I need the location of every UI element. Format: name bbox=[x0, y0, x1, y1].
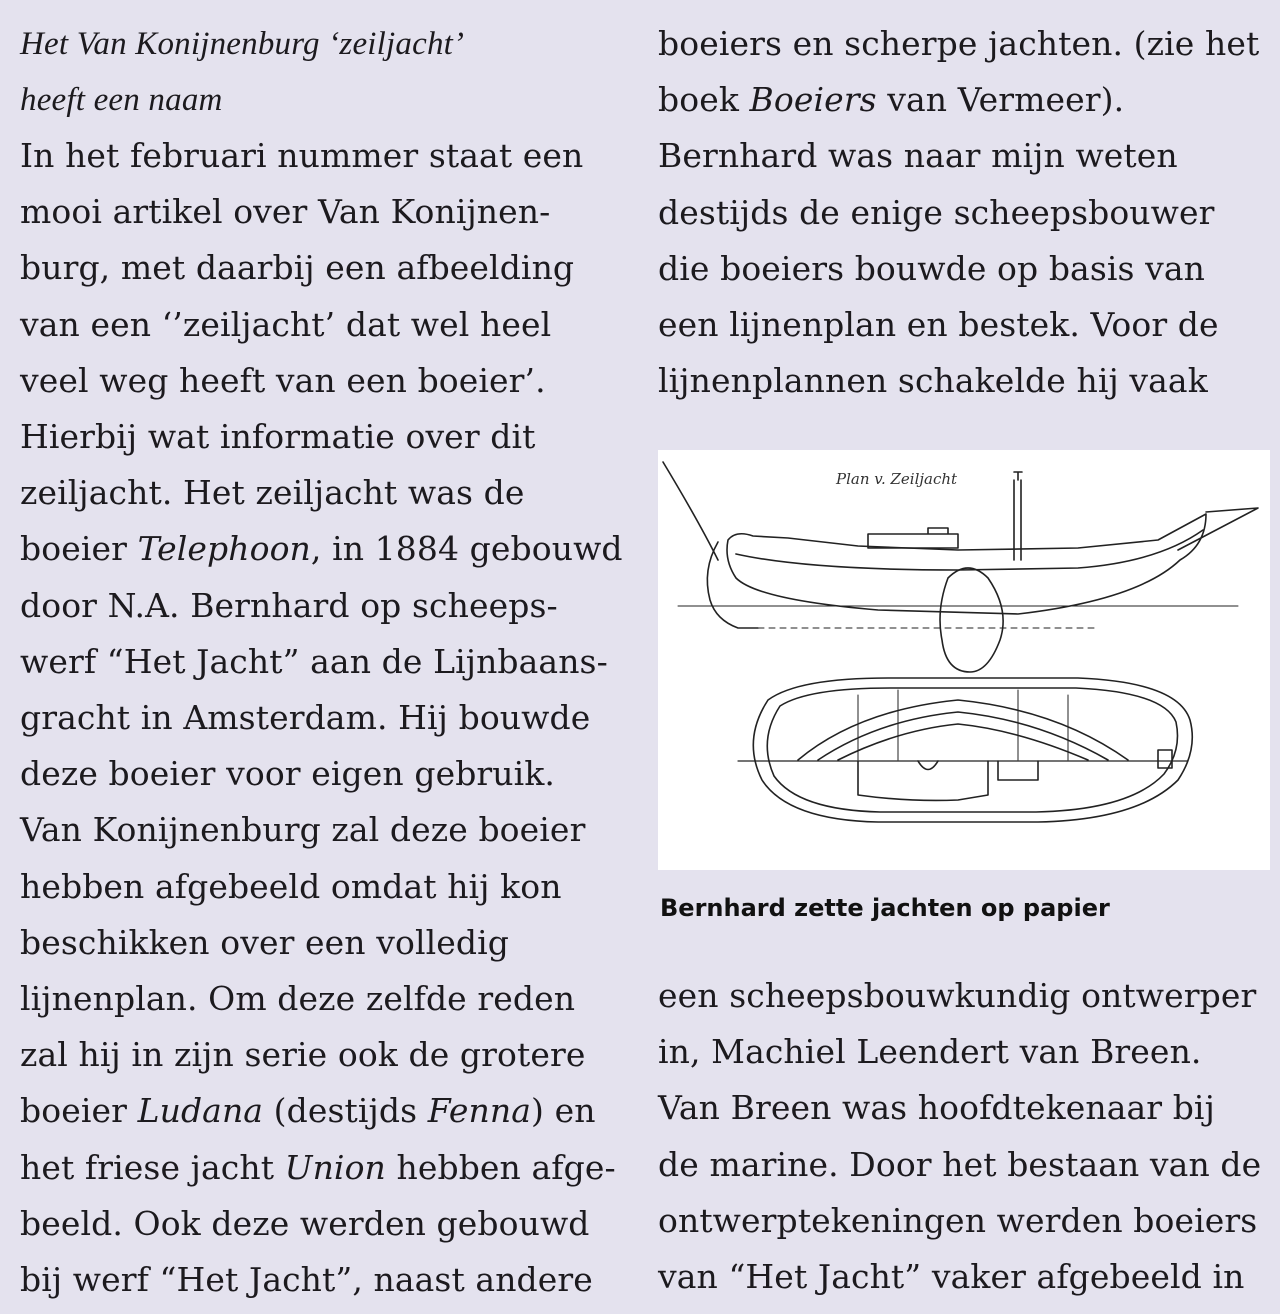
heading-line-1: Het Van Konijnenburg ‘zeiljacht’ bbox=[20, 26, 465, 62]
hatch-plan bbox=[998, 761, 1038, 780]
text-line: Hierbij wat informatie over dit bbox=[20, 417, 536, 457]
text-line: lijnenplan. Om deze zelfde reden bbox=[20, 979, 576, 1019]
text-line: destijds de enige scheepsbouwer bbox=[658, 192, 1215, 232]
drawing-title: Plan v. Zeiljacht bbox=[836, 470, 958, 488]
text-line: werf “Het Jacht” aan de Lijnbaans- bbox=[20, 641, 608, 681]
mast-step bbox=[918, 761, 938, 770]
text-line: mooi artikel over Van Konijnen- bbox=[20, 192, 551, 232]
text-line: Bernhard was naar mijn weten bbox=[658, 136, 1178, 176]
boat-name-union: Union bbox=[284, 1147, 386, 1187]
text-segment: boeier bbox=[20, 1091, 138, 1131]
text-line: van “Het Jacht” vaker afgebeeld in bbox=[658, 1257, 1245, 1297]
text-segment: boek bbox=[658, 80, 750, 120]
figure-caption: Bernhard zette jachten op papier bbox=[660, 894, 1110, 922]
mast-shape bbox=[1014, 472, 1022, 560]
text-line: beschikken over een volledig bbox=[20, 922, 510, 962]
boat-lines-plan-drawing bbox=[658, 450, 1270, 870]
section-line bbox=[818, 712, 1108, 760]
boat-name-ludana: Ludana bbox=[137, 1091, 264, 1131]
text-line: Van Konijnenburg zal deze boeier bbox=[20, 810, 586, 850]
boat-name-fenna: Fenna bbox=[427, 1091, 532, 1131]
text-segment: het friese jacht bbox=[20, 1147, 285, 1187]
text-line: die boeiers bouwde op basis van bbox=[658, 248, 1206, 288]
text-segment: , in 1884 gebouwd bbox=[310, 529, 623, 569]
text-line bbox=[20, 1140, 620, 1196]
rigging-line bbox=[663, 462, 718, 560]
text-line: Van Breen was hoofdtekenaar bij bbox=[658, 1088, 1215, 1128]
left-body-text bbox=[20, 128, 623, 1308]
cabin-shape bbox=[868, 528, 958, 548]
text-line: een scheepsbouwkundig ontwerper bbox=[658, 976, 1257, 1015]
text-line: burg, met daarbij een afbeelding bbox=[20, 248, 575, 288]
text-line: door N.A. Bernhard op scheeps- bbox=[20, 585, 558, 625]
leeboard-shape bbox=[940, 568, 1003, 672]
text-line: van een ‘’zeiljacht’ dat wel heel bbox=[20, 304, 552, 344]
text-line: gracht in Amsterdam. Hij bouwde bbox=[20, 698, 591, 738]
text-line bbox=[20, 1083, 620, 1139]
text-segment: hebben afge- bbox=[385, 1147, 616, 1187]
bowsprit-shape bbox=[1178, 508, 1258, 550]
section-line bbox=[798, 700, 1128, 760]
hull-plan-inner bbox=[767, 688, 1177, 812]
right-body-text-top bbox=[658, 16, 1259, 409]
boat-name-telephoon: Telephoon bbox=[137, 529, 311, 569]
text-segment: van Vermeer). bbox=[876, 80, 1125, 120]
text-line: veel weg heeft van een boeier’. bbox=[20, 360, 546, 400]
text-line bbox=[658, 72, 1259, 128]
text-line: zal hij in zijn serie ook de grotere bbox=[20, 1035, 586, 1075]
text-line: lijnenplannen schakelde hij vaak bbox=[658, 361, 1208, 401]
text-line bbox=[20, 521, 623, 577]
text-line: zeiljacht. Het zeiljacht was de bbox=[20, 473, 525, 513]
text-segment: ) en bbox=[531, 1091, 596, 1131]
article-heading bbox=[20, 16, 620, 128]
text-line: bij werf “Het Jacht”, naast andere bbox=[20, 1260, 593, 1300]
text-segment: (destijds bbox=[263, 1091, 428, 1131]
text-line: ontwerptekeningen werden boeiers bbox=[658, 1200, 1258, 1240]
text-line: boeiers en scherpe jachten. (zie het bbox=[658, 24, 1260, 63]
text-line: een lijnenplan en bestek. Voor de bbox=[658, 305, 1219, 345]
right-body-text-bottom bbox=[658, 968, 1261, 1305]
left-column bbox=[20, 0, 623, 1308]
section-line bbox=[838, 724, 1088, 760]
book-title-boeiers: Boeiers bbox=[749, 80, 877, 120]
text-line: deze boeier voor eigen gebruik. bbox=[20, 754, 555, 794]
text-line: beeld. Ook deze werden gebouwd bbox=[20, 1203, 590, 1243]
text-line: In het februari nummer staat een bbox=[20, 136, 584, 175]
text-line: de marine. Door het bestaan van de bbox=[658, 1144, 1262, 1184]
hull-plan-outer bbox=[753, 678, 1192, 822]
text-line: hebben afgebeeld omdat hij kon bbox=[20, 866, 562, 906]
heading-line-2: heeft een naam bbox=[20, 82, 223, 118]
text-segment: boeier bbox=[20, 529, 138, 569]
boat-lines-plan-figure bbox=[658, 450, 1270, 870]
text-line: in, Machiel Leendert van Breen. bbox=[658, 1032, 1202, 1072]
